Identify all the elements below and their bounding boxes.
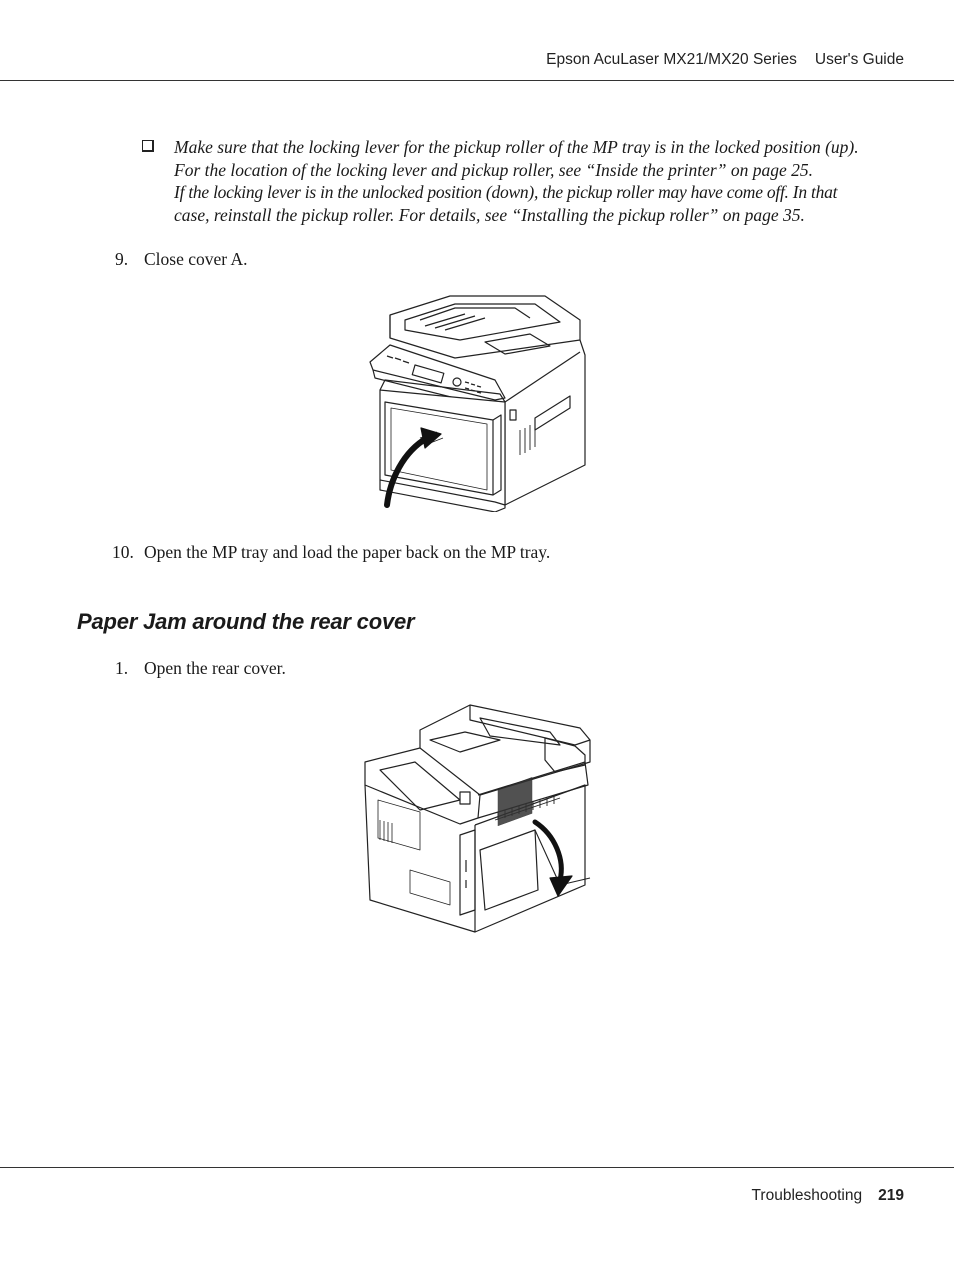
note-line-3: If the locking lever is in the unlocked position (down), the pickup roller may have come off. In that xyxy=(174,182,838,203)
printer-front-close-cover-illustration xyxy=(365,290,590,512)
page-header xyxy=(546,51,904,69)
note-line-2: For the location of the locking lever and pickup roller, see “Inside the printer” on page 25. xyxy=(174,159,813,180)
header-rule xyxy=(0,80,954,81)
step-text: Close cover A. xyxy=(144,249,248,269)
checkbox-bullet-icon xyxy=(142,140,154,152)
step-number: 1. xyxy=(115,658,129,678)
page-footer xyxy=(752,1187,904,1205)
footer-rule xyxy=(0,1167,954,1168)
page-number: 219 xyxy=(878,1187,904,1204)
note-line-4: case, reinstall the pickup roller. For details, see “Installing the pickup roller” on page 35. xyxy=(174,205,805,226)
step-number: 10. xyxy=(112,542,134,562)
section-title: Paper Jam around the rear cover xyxy=(77,609,415,634)
footer-section: Troubleshooting xyxy=(751,1187,863,1204)
step-text: Open the MP tray and load the paper back on the MP tray. xyxy=(144,542,551,562)
step-number: 9. xyxy=(115,249,129,269)
note-line-1: Make sure that the locking lever for the pickup roller of the MP tray is in the locked position (up). xyxy=(174,137,859,157)
section-step-1 xyxy=(112,658,612,682)
note-block xyxy=(142,136,887,227)
step-text: Open the rear cover. xyxy=(144,658,286,678)
step-9 xyxy=(112,249,612,273)
printer-rear-open-cover-illustration xyxy=(360,700,595,935)
step-10 xyxy=(112,542,712,566)
header-guide: User's Guide xyxy=(814,51,904,68)
header-product: Epson AcuLaser MX21/MX20 Series xyxy=(546,51,797,68)
